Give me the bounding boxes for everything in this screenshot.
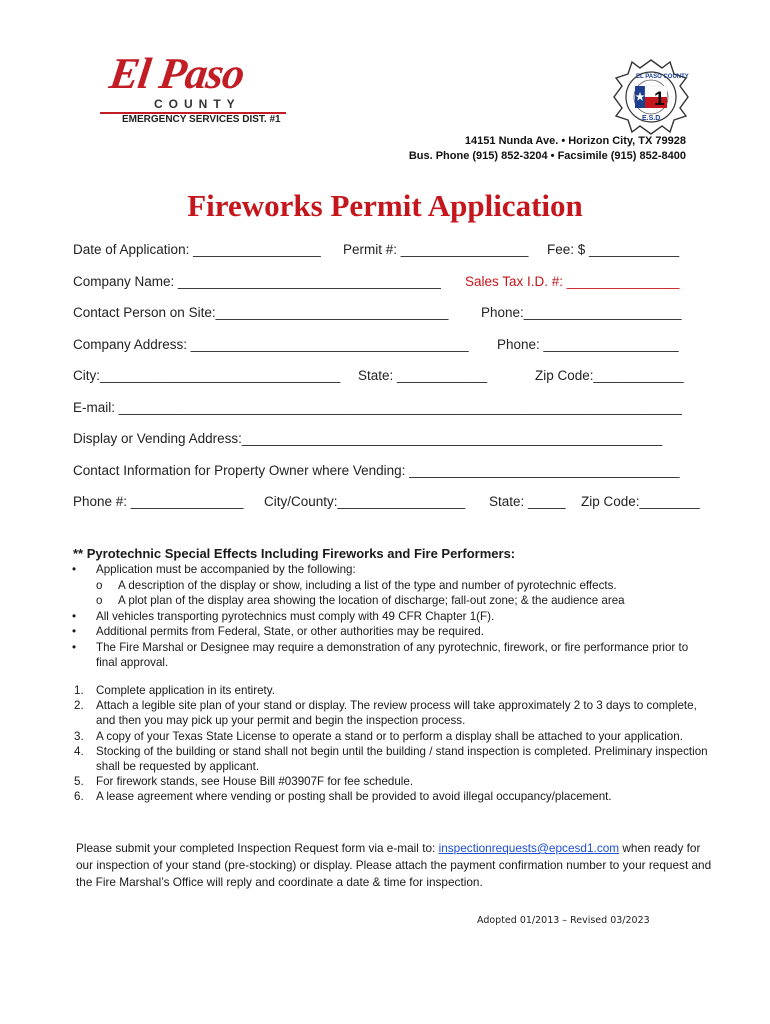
address-line: 14151 Nunda Ave. • Horizon City, TX 79928 <box>464 135 686 147</box>
city-field[interactable]: City:________________________________ <box>73 368 341 383</box>
field-row-property-owner <box>73 463 713 495</box>
permit-number-field[interactable]: Permit #: _________________ <box>343 242 529 257</box>
state-field[interactable]: State: ____________ <box>358 368 488 383</box>
application-steps-list <box>60 683 710 805</box>
field-row-address <box>73 337 713 369</box>
application-fields <box>73 242 713 526</box>
el-paso-county-logo <box>96 50 296 130</box>
revision-note: Adopted 01/2013 – Revised 03/2023 <box>477 915 650 926</box>
field-row-contact <box>73 305 713 337</box>
property-owner-contact-field[interactable]: Contact Information for Property Owner where Vending: ____________________________________ <box>73 462 680 478</box>
contact-phone-field[interactable]: Phone:_____________________ <box>481 305 682 320</box>
district-address-block <box>409 134 686 164</box>
email-field[interactable]: E-mail: ___________________________________________________________________________ <box>73 399 682 415</box>
owner-state-field[interactable]: State: _____ <box>489 494 566 509</box>
fee-field[interactable]: Fee: $ ____________ <box>547 242 680 257</box>
list-item: 1. Complete application in its entirety. <box>74 684 275 697</box>
phone-fax-line: Bus. Phone (915) 852-3204 • Facsimile (915) 852-8400 <box>408 150 686 162</box>
list-item: 4. Stocking of the building or stand shall not begin until the building / stand inspection is completed. Preliminary inspection shall be requested by applicant. <box>74 744 708 774</box>
list-item: • Application must be accompanied by the following: <box>72 563 356 576</box>
logo-district-text: EMERGENCY SERVICES DIST. #1 <box>122 114 281 125</box>
field-row-date <box>73 242 713 274</box>
owner-phone-field[interactable]: Phone #: _______________ <box>73 494 244 509</box>
list-item: o A plot plan of the display area showing the location of discharge; fall-out zone; & the audience area <box>96 594 625 607</box>
logo-script-text: El Paso <box>106 49 248 98</box>
submission-text-before: Please submit your completed Inspection Request form via e-mail to: <box>76 841 439 855</box>
list-item: 5. For firework stands, see House Bill #03907F for fee schedule. <box>74 775 414 789</box>
fire-district-badge-icon <box>612 58 690 136</box>
badge-number-text: 1 <box>654 89 665 110</box>
contact-person-field[interactable]: Contact Person on Site:_______________________________ <box>73 305 449 320</box>
submission-text-after: when ready for our inspection of your stand (pre-stocking) or display. Please attach the payment confirmation number to your request and the Fire Marshal’s Office will reply and coordinate a date & time for inspection. <box>76 841 712 889</box>
zip-code-field[interactable]: Zip Code:____________ <box>535 368 684 383</box>
list-item: • All vehicles transporting pyrotechnics must comply with 49 CFR Chapter 1(F). <box>72 609 495 623</box>
list-item: 6. A lease agreement where vending or posting shall be provided to avoid illegal occupancy/placement. <box>74 790 612 804</box>
field-row-city <box>73 368 713 400</box>
city-county-field[interactable]: City/County:_________________ <box>264 494 466 509</box>
sales-tax-id-field[interactable]: Sales Tax I.D. #: _______________ <box>465 273 680 289</box>
list-item: • Additional permits from Federal, State, or other authorities may be required. <box>72 625 484 638</box>
logo-county-text: COUNTY <box>154 97 241 111</box>
company-phone-field[interactable]: Phone: __________________ <box>497 336 679 352</box>
field-row-owner-location <box>73 494 713 526</box>
submission-instructions <box>76 840 716 891</box>
inspection-email-link[interactable]: inspectionrequests@epcesd1.com <box>438 841 620 855</box>
badge-bottom-text: E.S.D. <box>642 115 663 122</box>
badge-top-text: EL PASO COUNTY <box>636 74 689 80</box>
owner-zip-code-field[interactable]: Zip Code:________ <box>581 494 700 509</box>
date-of-application-field[interactable]: Date of Application: _________________ <box>73 242 321 257</box>
list-item: 3. A copy of your Texas State License to operate a stand or to perform a display shall be attached to your application. <box>74 729 683 743</box>
list-item: o A description of the display or show, including a list of the type and number of pyrotechnic effects. <box>96 578 617 592</box>
page-title: Fireworks Permit Application <box>187 188 583 223</box>
pyrotechnic-heading: ** Pyrotechnic Special Effects Including Fireworks and Fire Performers: <box>73 546 516 561</box>
pyrotechnic-requirements-list <box>60 562 710 671</box>
display-vending-address-field[interactable]: Display or Vending Address:________________________________________________________ <box>73 431 663 446</box>
company-name-field[interactable]: Company Name: ___________________________________ <box>73 273 441 289</box>
company-address-field[interactable]: Company Address: _____________________________________ <box>73 336 469 352</box>
field-row-company <box>73 274 713 306</box>
field-row-email <box>73 400 713 432</box>
field-row-display-address <box>73 431 713 463</box>
list-item: 2. Attach a legible site plan of your stand or display. The review process will take approximately 2 to 3 days to complete, and then you may pick up your permit and begin the inspection process. <box>74 699 697 728</box>
list-item: • The Fire Marshal or Designee may require a demonstration of any pyrotechnic, firework, or fire performance prior to final approval. <box>72 640 689 669</box>
